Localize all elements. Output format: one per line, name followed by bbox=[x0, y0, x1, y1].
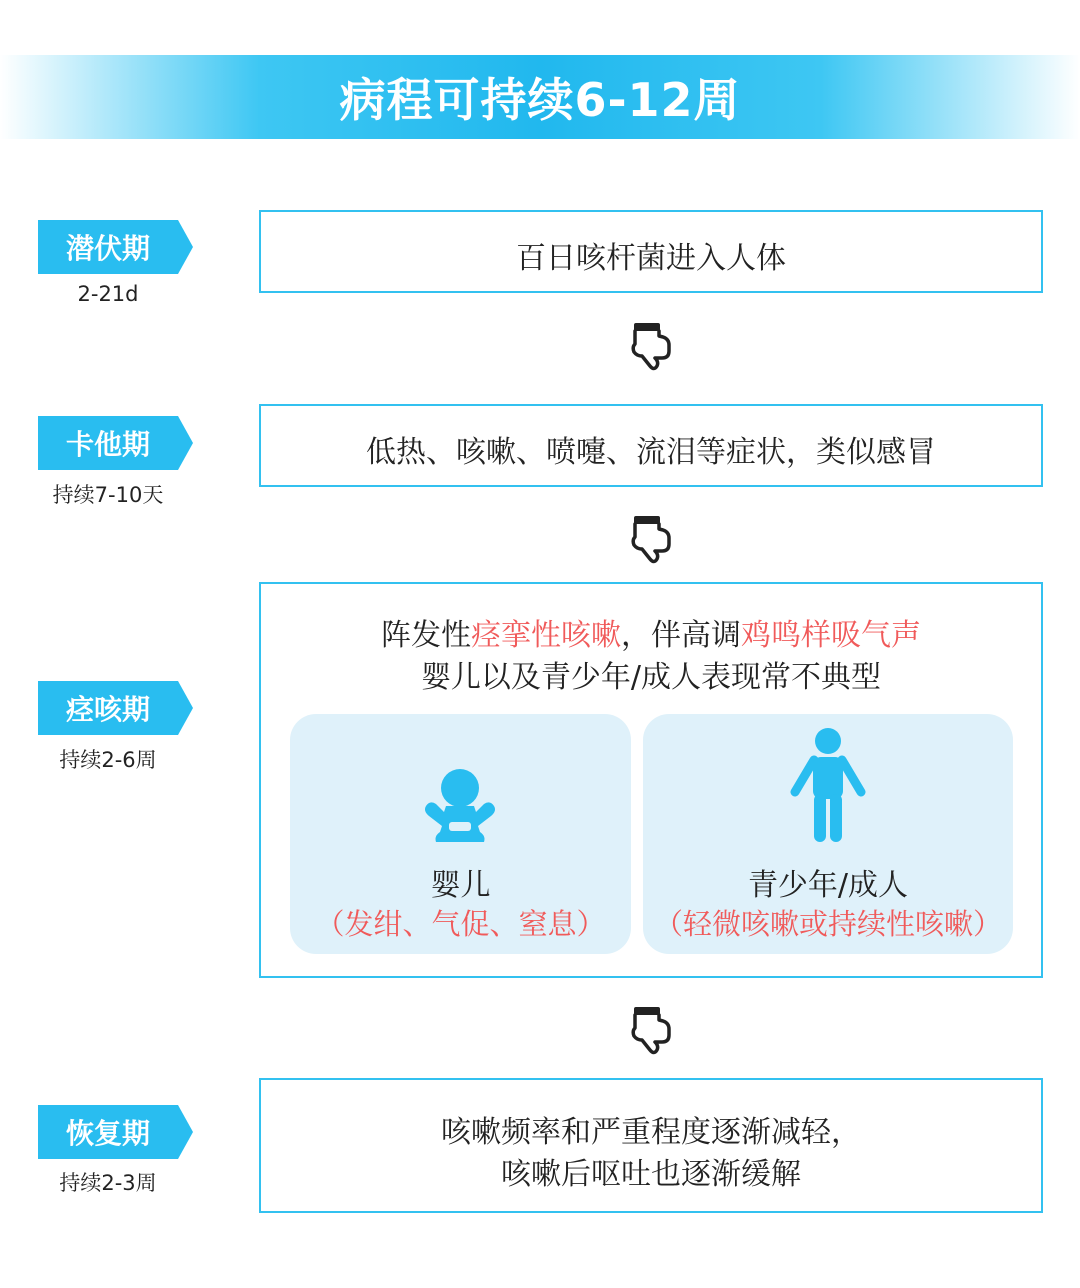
paroxysmal-line-1 bbox=[261, 610, 1041, 654]
pointing-down-hand-icon bbox=[628, 513, 676, 569]
stage-name: 恢复期 bbox=[38, 1105, 178, 1159]
infant-card bbox=[290, 714, 631, 954]
adult-card bbox=[643, 714, 1013, 954]
stage-tag-recovery bbox=[38, 1105, 178, 1159]
recovery-line-2: 咳嗽后呕吐也逐渐缓解 bbox=[501, 1157, 801, 1192]
catarrhal-text: 低热、咳嗽、喷嚏、流泪等症状，类似感冒 bbox=[366, 435, 936, 470]
stage-duration: 持续2-6周 bbox=[59, 748, 157, 772]
tag-arrow bbox=[178, 681, 193, 735]
paroxysmal-box bbox=[259, 582, 1043, 978]
infant-note: （发绀、气促、窒息） bbox=[315, 907, 606, 941]
person-icon bbox=[788, 726, 868, 846]
stage-name: 卡他期 bbox=[38, 416, 178, 470]
recovery-box bbox=[259, 1078, 1043, 1213]
catarrhal-box bbox=[259, 404, 1043, 487]
incubation-box bbox=[259, 210, 1043, 293]
tag-arrow bbox=[178, 1105, 193, 1159]
stage-name: 痉咳期 bbox=[38, 681, 178, 735]
page-title: 病程可持续6-12周 bbox=[339, 73, 741, 127]
adult-note: （轻微咳嗽或持续性咳嗽） bbox=[653, 907, 1002, 941]
highlight-segment: 鸡鸣样吸气声 bbox=[741, 618, 921, 653]
pointing-down-hand-icon bbox=[628, 1004, 676, 1060]
text-segment: 阵发性 bbox=[381, 618, 471, 653]
tag-arrow bbox=[178, 220, 193, 274]
highlight-segment: 痉挛性咳嗽 bbox=[471, 618, 621, 653]
incubation-text: 百日咳杆菌进入人体 bbox=[516, 241, 786, 276]
stage-tag-catarrhal bbox=[38, 416, 178, 470]
paroxysmal-line-2: 婴儿以及青少年/成人表现常不典型 bbox=[420, 660, 882, 695]
adult-label: 青少年/成人 bbox=[747, 868, 909, 903]
tag-arrow bbox=[178, 416, 193, 470]
stage-duration: 持续7-10天 bbox=[52, 483, 164, 507]
infant-label: 婴儿 bbox=[430, 868, 491, 903]
stage-tag-paroxysmal bbox=[38, 681, 178, 735]
pointing-down-hand-icon bbox=[628, 320, 676, 376]
stage-duration: 2-21d bbox=[77, 282, 139, 306]
stage-name: 潜伏期 bbox=[38, 220, 178, 274]
text-segment: ，伴高调 bbox=[621, 618, 741, 653]
title-banner bbox=[0, 55, 1080, 139]
recovery-line-1: 咳嗽频率和严重程度逐渐减轻， bbox=[441, 1115, 861, 1150]
baby-icon bbox=[420, 766, 500, 846]
stage-tag-incubation bbox=[38, 220, 178, 274]
stage-duration: 持续2-3周 bbox=[59, 1171, 157, 1195]
